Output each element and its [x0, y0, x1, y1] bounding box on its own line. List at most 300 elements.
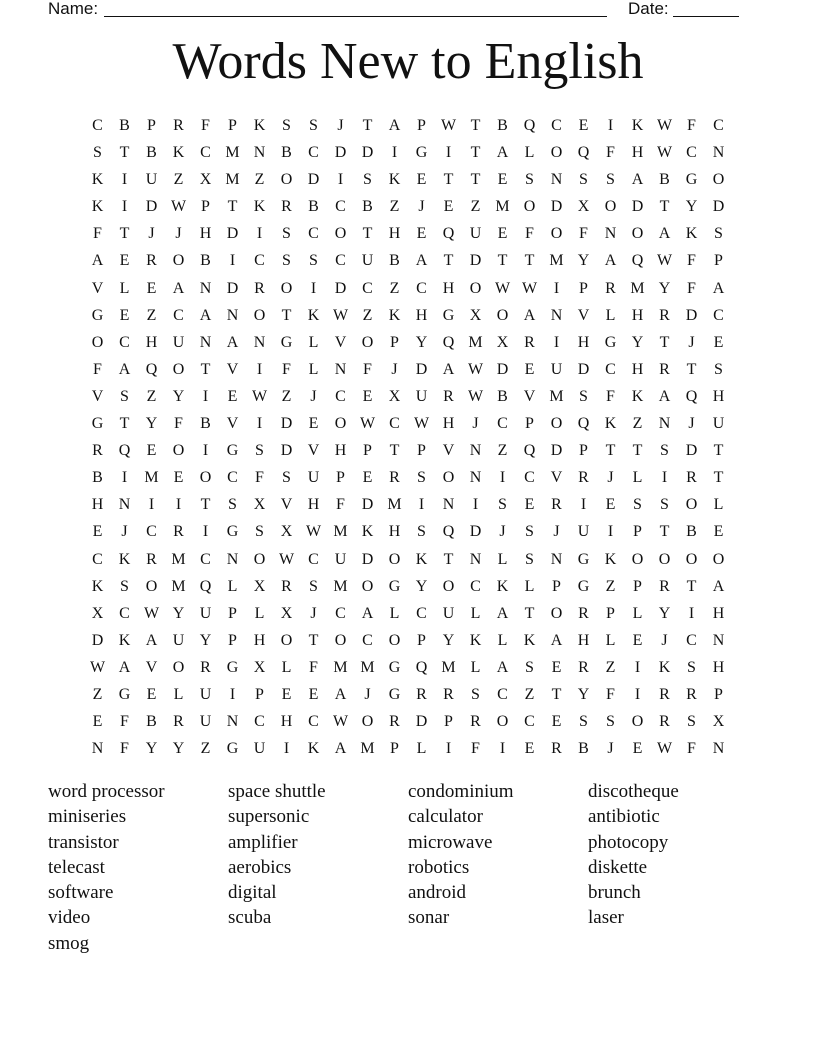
grid-cell[interactable]: Y	[145, 740, 158, 758]
grid-cell[interactable]: E	[119, 306, 130, 324]
grid-cell[interactable]: R	[146, 252, 157, 270]
grid-cell[interactable]: T	[119, 225, 130, 243]
grid-cell[interactable]: N	[550, 306, 563, 324]
grid-cell[interactable]: V	[307, 442, 320, 460]
grid-cell[interactable]: O	[334, 225, 347, 243]
grid-cell[interactable]: S	[309, 252, 318, 270]
grid-cell[interactable]: O	[280, 171, 293, 189]
grid-cell[interactable]: E	[632, 631, 643, 649]
grid-cell[interactable]: Z	[146, 306, 157, 324]
grid-cell[interactable]: I	[607, 523, 614, 541]
grid-cell[interactable]: R	[524, 333, 535, 351]
grid-cell[interactable]: R	[470, 713, 481, 731]
grid-cell[interactable]: W	[332, 306, 349, 324]
grid-cell[interactable]: I	[121, 171, 128, 189]
grid-cell[interactable]: Z	[605, 658, 616, 676]
grid-cell[interactable]: D	[496, 360, 509, 378]
grid-cell[interactable]: Q	[118, 442, 131, 460]
grid-cell[interactable]: E	[308, 685, 319, 703]
grid-cell[interactable]: K	[631, 117, 644, 134]
grid-cell[interactable]: J	[688, 415, 695, 433]
grid-cell[interactable]: Y	[442, 631, 455, 649]
grid-cell[interactable]: E	[92, 523, 103, 541]
grid-cell[interactable]: E	[713, 523, 724, 541]
grid-cell[interactable]: B	[308, 198, 319, 216]
grid-cell[interactable]: E	[146, 279, 157, 297]
grid-cell[interactable]: A	[658, 387, 671, 405]
grid-cell[interactable]: L	[497, 550, 508, 568]
grid-cell[interactable]: C	[686, 631, 697, 649]
grid-cell[interactable]: A	[226, 333, 239, 351]
grid-cell[interactable]: Z	[632, 415, 643, 433]
grid-cell[interactable]: X	[280, 523, 293, 541]
grid-cell[interactable]: D	[280, 442, 293, 460]
grid-cell[interactable]: W	[170, 198, 187, 216]
grid-cell[interactable]: Z	[362, 306, 373, 324]
grid-cell[interactable]: L	[227, 577, 238, 595]
grid-cell[interactable]: E	[146, 685, 157, 703]
grid-cell[interactable]: P	[363, 442, 372, 460]
grid-cell[interactable]: F	[363, 360, 372, 378]
grid-cell[interactable]: H	[199, 225, 212, 243]
grid-cell[interactable]: V	[523, 387, 536, 405]
grid-cell[interactable]: T	[686, 577, 697, 595]
grid-cell[interactable]: N	[226, 550, 239, 568]
grid-cell[interactable]: R	[551, 740, 562, 758]
grid-cell[interactable]: P	[525, 415, 534, 433]
grid-cell[interactable]: O	[361, 713, 374, 731]
grid-cell[interactable]: G	[280, 333, 293, 351]
grid-cell[interactable]: O	[685, 550, 698, 568]
grid-cell[interactable]: S	[525, 658, 534, 676]
grid-cell[interactable]: S	[309, 577, 318, 595]
grid-cell[interactable]: W	[656, 252, 673, 270]
grid-cell[interactable]: I	[634, 685, 641, 703]
grid-cell[interactable]: O	[361, 333, 374, 351]
grid-cell[interactable]: K	[172, 144, 185, 162]
grid-cell[interactable]: C	[92, 117, 103, 134]
grid-cell[interactable]: O	[550, 225, 563, 243]
grid-cell[interactable]: K	[685, 225, 698, 243]
grid-cell[interactable]: S	[309, 117, 318, 134]
grid-cell[interactable]: S	[606, 713, 615, 731]
grid-cell[interactable]: Z	[200, 740, 211, 758]
grid-cell[interactable]: S	[498, 496, 507, 514]
grid-cell[interactable]: C	[389, 415, 400, 433]
grid-cell[interactable]: U	[334, 550, 347, 568]
grid-cell[interactable]: T	[524, 604, 535, 622]
grid-cell[interactable]: E	[146, 442, 157, 460]
grid-cell[interactable]: Q	[442, 523, 455, 541]
grid-cell[interactable]: E	[281, 685, 292, 703]
grid-cell[interactable]: E	[524, 740, 535, 758]
grid-cell[interactable]: R	[578, 658, 589, 676]
grid-cell[interactable]: J	[472, 415, 479, 433]
grid-cell[interactable]: J	[310, 387, 317, 405]
grid-cell[interactable]: D	[91, 631, 104, 649]
grid-cell[interactable]: F	[336, 496, 345, 514]
grid-cell[interactable]: A	[199, 306, 212, 324]
grid-cell[interactable]: O	[280, 631, 293, 649]
grid-cell[interactable]: S	[687, 658, 696, 676]
grid-cell[interactable]: T	[470, 117, 481, 134]
grid-cell[interactable]: B	[281, 144, 292, 162]
grid-cell[interactable]: P	[552, 577, 561, 595]
grid-cell[interactable]: O	[496, 713, 509, 731]
grid-cell[interactable]: W	[278, 550, 295, 568]
grid-cell[interactable]: X	[91, 604, 104, 622]
grid-cell[interactable]: X	[253, 496, 266, 514]
grid-cell[interactable]: U	[199, 685, 212, 703]
grid-cell[interactable]: N	[712, 144, 725, 162]
grid-cell[interactable]: I	[256, 360, 263, 378]
grid-cell[interactable]: B	[146, 144, 157, 162]
grid-cell[interactable]: F	[687, 252, 696, 270]
grid-cell[interactable]: W	[359, 415, 376, 433]
grid-cell[interactable]: P	[714, 685, 723, 703]
grid-cell[interactable]: O	[172, 442, 185, 460]
grid-cell[interactable]: Z	[173, 171, 184, 189]
grid-cell[interactable]: D	[361, 496, 374, 514]
grid-cell[interactable]: C	[146, 523, 157, 541]
grid-cell[interactable]: F	[471, 740, 480, 758]
grid-cell[interactable]: L	[524, 577, 535, 595]
grid-cell[interactable]: H	[631, 306, 644, 324]
grid-cell[interactable]: K	[361, 523, 374, 541]
grid-cell[interactable]: A	[172, 279, 185, 297]
grid-cell[interactable]: K	[307, 306, 320, 324]
grid-cell[interactable]: R	[686, 469, 697, 487]
grid-cell[interactable]: O	[253, 306, 266, 324]
grid-cell[interactable]: D	[415, 360, 428, 378]
grid-cell[interactable]: D	[712, 198, 725, 216]
grid-cell[interactable]: F	[525, 225, 534, 243]
grid-cell[interactable]: E	[362, 387, 373, 405]
grid-cell[interactable]: C	[551, 117, 562, 134]
grid-cell[interactable]: D	[685, 442, 698, 460]
grid-cell[interactable]: T	[443, 252, 454, 270]
grid-cell[interactable]: Y	[145, 415, 158, 433]
grid-cell[interactable]: Y	[577, 252, 590, 270]
grid-cell[interactable]: N	[712, 740, 725, 758]
grid-cell[interactable]: C	[416, 604, 427, 622]
grid-cell[interactable]: R	[389, 713, 400, 731]
grid-cell[interactable]: C	[335, 604, 346, 622]
grid-cell[interactable]: T	[443, 550, 454, 568]
grid-cell[interactable]: Q	[685, 387, 698, 405]
grid-cell[interactable]: B	[686, 523, 697, 541]
grid-cell[interactable]: E	[497, 171, 508, 189]
grid-cell[interactable]: V	[280, 496, 293, 514]
grid-cell[interactable]: L	[254, 604, 265, 622]
grid-cell[interactable]: J	[499, 523, 506, 541]
grid-cell[interactable]: I	[472, 496, 479, 514]
grid-cell[interactable]: D	[469, 523, 482, 541]
grid-cell[interactable]: T	[227, 198, 238, 216]
grid-cell[interactable]: O	[388, 550, 401, 568]
grid-cell[interactable]: M	[360, 740, 375, 758]
grid-cell[interactable]: O	[199, 469, 212, 487]
grid-cell[interactable]: K	[631, 387, 644, 405]
grid-cell[interactable]: P	[714, 252, 723, 270]
grid-cell[interactable]: Y	[199, 631, 212, 649]
grid-cell[interactable]: C	[308, 713, 319, 731]
grid-cell[interactable]: T	[659, 333, 670, 351]
grid-cell[interactable]: C	[362, 631, 373, 649]
grid-cell[interactable]: E	[551, 713, 562, 731]
grid-cell[interactable]: S	[525, 550, 534, 568]
grid-cell[interactable]: W	[656, 144, 673, 162]
grid-cell[interactable]: S	[363, 171, 372, 189]
grid-cell[interactable]: I	[445, 144, 452, 162]
grid-cell[interactable]: R	[281, 198, 292, 216]
grid-cell[interactable]: C	[254, 713, 265, 731]
grid-cell[interactable]: S	[687, 713, 696, 731]
grid-cell[interactable]: R	[578, 469, 589, 487]
grid-cell[interactable]: T	[632, 442, 643, 460]
grid-cell[interactable]: K	[91, 171, 104, 189]
grid-cell[interactable]: Y	[415, 577, 428, 595]
grid-cell[interactable]: F	[579, 225, 588, 243]
grid-cell[interactable]: A	[496, 604, 509, 622]
grid-cell[interactable]: F	[606, 144, 615, 162]
grid-cell[interactable]: I	[283, 740, 290, 758]
grid-cell[interactable]: L	[416, 740, 427, 758]
grid-cell[interactable]: R	[659, 360, 670, 378]
grid-cell[interactable]: J	[175, 225, 182, 243]
grid-cell[interactable]: P	[633, 523, 642, 541]
grid-cell[interactable]: Z	[389, 198, 400, 216]
grid-cell[interactable]: H	[712, 658, 725, 676]
grid-cell[interactable]: S	[471, 685, 480, 703]
grid-cell[interactable]: H	[307, 496, 320, 514]
grid-cell[interactable]: O	[145, 577, 158, 595]
grid-cell[interactable]: S	[579, 171, 588, 189]
grid-cell[interactable]: B	[497, 387, 508, 405]
grid-cell[interactable]: N	[253, 144, 266, 162]
grid-cell[interactable]: R	[551, 496, 562, 514]
grid-cell[interactable]: E	[119, 252, 130, 270]
grid-cell[interactable]: E	[443, 198, 454, 216]
grid-cell[interactable]: I	[391, 144, 398, 162]
grid-cell[interactable]: I	[607, 117, 614, 134]
grid-cell[interactable]: J	[607, 740, 614, 758]
grid-cell[interactable]: I	[256, 415, 263, 433]
name-field-line[interactable]	[104, 16, 607, 17]
grid-cell[interactable]: T	[119, 415, 130, 433]
grid-cell[interactable]: H	[712, 387, 725, 405]
grid-cell[interactable]: C	[308, 144, 319, 162]
grid-cell[interactable]: C	[605, 360, 616, 378]
grid-cell[interactable]: C	[335, 252, 346, 270]
grid-cell[interactable]: B	[200, 252, 211, 270]
grid-cell[interactable]: V	[226, 360, 239, 378]
grid-cell[interactable]: L	[308, 333, 319, 351]
grid-cell[interactable]: L	[281, 658, 292, 676]
grid-cell[interactable]: B	[200, 415, 211, 433]
grid-cell[interactable]: F	[201, 117, 210, 134]
grid-cell[interactable]: Y	[631, 333, 644, 351]
grid-cell[interactable]: A	[145, 631, 158, 649]
grid-cell[interactable]: R	[254, 279, 265, 297]
grid-cell[interactable]: T	[119, 144, 130, 162]
grid-cell[interactable]: O	[712, 171, 725, 189]
grid-cell[interactable]: Z	[92, 685, 103, 703]
grid-cell[interactable]: S	[255, 442, 264, 460]
grid-cell[interactable]: J	[661, 631, 668, 649]
grid-cell[interactable]: U	[145, 171, 158, 189]
grid-cell[interactable]: R	[173, 117, 184, 134]
grid-cell[interactable]: B	[119, 117, 130, 134]
grid-cell[interactable]: K	[118, 550, 131, 568]
grid-cell[interactable]: G	[118, 685, 131, 703]
grid-cell[interactable]: T	[605, 442, 616, 460]
grid-cell[interactable]: J	[337, 117, 344, 134]
grid-cell[interactable]: R	[200, 658, 211, 676]
grid-cell[interactable]: T	[686, 360, 697, 378]
grid-cell[interactable]: D	[361, 550, 374, 568]
grid-cell[interactable]: N	[658, 415, 671, 433]
grid-cell[interactable]: T	[497, 252, 508, 270]
grid-cell[interactable]: V	[91, 279, 104, 297]
grid-cell[interactable]: E	[227, 387, 238, 405]
grid-cell[interactable]: W	[521, 279, 538, 297]
grid-cell[interactable]: I	[310, 279, 317, 297]
grid-cell[interactable]: S	[282, 469, 291, 487]
grid-cell[interactable]: A	[388, 117, 401, 134]
grid-cell[interactable]: O	[712, 550, 725, 568]
grid-cell[interactable]: W	[656, 740, 673, 758]
grid-cell[interactable]: H	[442, 415, 455, 433]
grid-cell[interactable]: E	[632, 740, 643, 758]
grid-cell[interactable]: S	[714, 225, 723, 243]
grid-cell[interactable]: L	[713, 496, 724, 514]
grid-cell[interactable]: O	[631, 225, 644, 243]
grid-cell[interactable]: H	[631, 144, 644, 162]
grid-cell[interactable]: S	[282, 117, 291, 134]
grid-cell[interactable]: A	[91, 252, 104, 270]
grid-cell[interactable]: L	[632, 604, 643, 622]
grid-cell[interactable]: K	[415, 550, 428, 568]
grid-cell[interactable]: K	[658, 658, 671, 676]
grid-cell[interactable]: P	[390, 740, 399, 758]
grid-cell[interactable]: M	[387, 496, 402, 514]
grid-cell[interactable]: G	[226, 523, 239, 541]
grid-cell[interactable]: A	[415, 252, 428, 270]
grid-cell[interactable]: O	[496, 306, 509, 324]
grid-cell[interactable]: N	[334, 360, 347, 378]
grid-cell[interactable]: N	[118, 496, 131, 514]
grid-cell[interactable]: Q	[577, 144, 590, 162]
grid-cell[interactable]: P	[417, 631, 426, 649]
grid-cell[interactable]: K	[91, 198, 104, 216]
grid-cell[interactable]: A	[361, 604, 374, 622]
grid-cell[interactable]: W	[440, 117, 457, 134]
grid-cell[interactable]: X	[253, 577, 266, 595]
grid-cell[interactable]: U	[550, 360, 563, 378]
grid-cell[interactable]: K	[307, 740, 320, 758]
grid-cell[interactable]: L	[605, 306, 616, 324]
grid-cell[interactable]: C	[497, 685, 508, 703]
grid-cell[interactable]: C	[308, 225, 319, 243]
grid-cell[interactable]: P	[228, 604, 237, 622]
grid-cell[interactable]: R	[605, 279, 616, 297]
grid-cell[interactable]: A	[550, 631, 563, 649]
grid-cell[interactable]: O	[631, 550, 644, 568]
grid-cell[interactable]: W	[143, 604, 160, 622]
grid-cell[interactable]: G	[604, 333, 617, 351]
grid-cell[interactable]: M	[468, 333, 483, 351]
grid-cell[interactable]: G	[226, 442, 239, 460]
grid-cell[interactable]: F	[120, 740, 129, 758]
grid-cell[interactable]: L	[605, 631, 616, 649]
grid-cell[interactable]: X	[469, 306, 482, 324]
grid-cell[interactable]: H	[253, 631, 266, 649]
grid-cell[interactable]: E	[173, 469, 184, 487]
grid-cell[interactable]: W	[305, 523, 322, 541]
grid-cell[interactable]: Q	[631, 252, 644, 270]
grid-cell[interactable]: N	[253, 333, 266, 351]
grid-cell[interactable]: H	[442, 279, 455, 297]
grid-cell[interactable]: O	[469, 279, 482, 297]
grid-cell[interactable]: G	[388, 577, 401, 595]
grid-cell[interactable]: G	[442, 306, 455, 324]
grid-cell[interactable]: U	[469, 225, 482, 243]
grid-cell[interactable]: D	[550, 198, 563, 216]
grid-cell[interactable]: N	[199, 279, 212, 297]
grid-cell[interactable]: Z	[254, 171, 265, 189]
grid-cell[interactable]: Y	[577, 685, 590, 703]
grid-cell[interactable]: U	[253, 740, 266, 758]
grid-cell[interactable]: T	[308, 631, 319, 649]
grid-cell[interactable]: P	[444, 713, 453, 731]
grid-cell[interactable]: S	[228, 496, 237, 514]
grid-cell[interactable]: B	[497, 117, 508, 134]
grid-cell[interactable]: Z	[605, 577, 616, 595]
grid-cell[interactable]: G	[226, 740, 239, 758]
grid-cell[interactable]: E	[416, 225, 427, 243]
grid-cell[interactable]: V	[550, 469, 563, 487]
grid-cell[interactable]: P	[228, 631, 237, 649]
grid-cell[interactable]: Y	[685, 198, 698, 216]
grid-cell[interactable]: D	[577, 360, 590, 378]
grid-cell[interactable]: P	[228, 117, 237, 134]
grid-cell[interactable]: O	[442, 469, 455, 487]
grid-cell[interactable]: S	[120, 577, 129, 595]
grid-cell[interactable]: P	[417, 117, 426, 134]
grid-cell[interactable]: T	[659, 198, 670, 216]
grid-cell[interactable]: P	[606, 604, 615, 622]
grid-cell[interactable]: T	[713, 469, 724, 487]
grid-cell[interactable]: N	[199, 333, 212, 351]
grid-cell[interactable]: I	[418, 496, 425, 514]
grid-cell[interactable]: R	[92, 442, 103, 460]
grid-cell[interactable]: X	[199, 171, 212, 189]
grid-cell[interactable]: K	[604, 550, 617, 568]
grid-cell[interactable]: D	[415, 713, 428, 731]
grid-cell[interactable]: C	[470, 577, 481, 595]
grid-cell[interactable]: I	[337, 171, 344, 189]
grid-cell[interactable]: H	[577, 333, 590, 351]
grid-cell[interactable]: I	[553, 333, 560, 351]
grid-cell[interactable]: W	[656, 117, 673, 134]
grid-cell[interactable]: E	[524, 496, 535, 514]
grid-cell[interactable]: O	[172, 360, 185, 378]
grid-cell[interactable]: U	[712, 415, 725, 433]
grid-cell[interactable]: I	[256, 225, 263, 243]
grid-cell[interactable]: R	[281, 577, 292, 595]
grid-cell[interactable]: L	[308, 360, 319, 378]
